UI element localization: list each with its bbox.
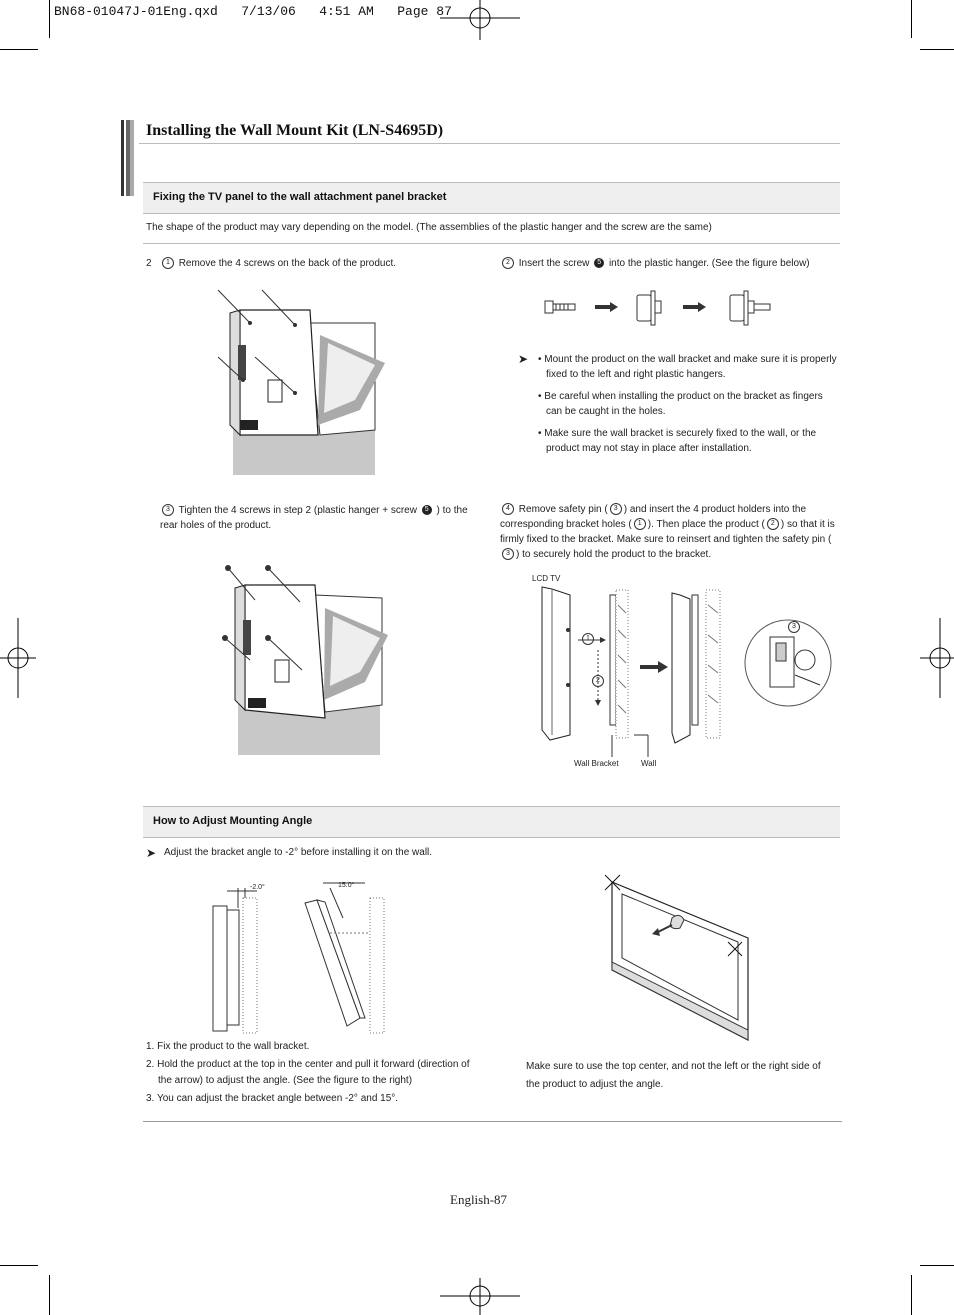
label-wall: Wall (641, 759, 657, 768)
note-item: • Be careful when installing the product on the bracket as fingers can be caught in the holes. (538, 391, 823, 417)
bracket-mounting-figure (530, 585, 840, 760)
marker-3: 3 (162, 504, 174, 516)
page-number: English-87 (450, 1192, 508, 1207)
crop-mark (0, 49, 38, 50)
angle-steps (146, 1039, 486, 1109)
marker-1: 1 (162, 257, 174, 269)
section-heading: How to Adjust Mounting Angle (143, 806, 840, 838)
marker-4: 4 (502, 503, 514, 515)
angle-step: 2. Hold the product at the top in the center and pull it forward (direction of the arrow) to adjust the angle. (See the figure to the right) (146, 1059, 470, 1086)
screw-assembly-figure (540, 285, 780, 335)
step-number: 2 (146, 258, 152, 269)
registration-mark-icon (0, 618, 36, 698)
divider (143, 243, 840, 244)
crop-mark (911, 1275, 912, 1315)
step2-instruction: Remove the 4 screws on the back of the product. (178, 258, 397, 269)
title-bar (121, 120, 134, 196)
marker-2: 2 (502, 257, 514, 269)
figure-marker-2: 2 (592, 675, 604, 687)
intro-text: The shape of the product may vary depending on the model. (The assemblies of the plastic hanger and the screw are the same) (146, 222, 712, 233)
insert-screw-text: Insert the screw (518, 258, 590, 269)
figure-marker-1: 1 (582, 633, 594, 645)
angle-step: 1. Fix the product to the wall bracket. (146, 1041, 310, 1052)
step4-text-1: Remove safety pin ( (518, 504, 608, 515)
tv-back-screws-figure (210, 285, 390, 475)
title-rule (139, 143, 840, 144)
label-lcd-tv: LCD TV (532, 574, 561, 583)
tv-tilt-figure (600, 870, 760, 1045)
angle-max-label: 15.0° (338, 882, 355, 889)
screw-marker: 5 (594, 258, 604, 268)
tilt-note: Make sure to use the top center, and not the left or the right side of the product to adjust the angle. (526, 1061, 821, 1090)
insert-screw-text-2: into the plastic hanger. (See the figure below) (608, 258, 810, 269)
bottom-rule (143, 1121, 842, 1122)
angle-adjust-figure (205, 878, 395, 1038)
note-arrow-icon: ➤ (518, 352, 529, 366)
step3-text-b: ) to the rear holes of the product. (160, 505, 468, 531)
tv-back-hangers-figure (220, 560, 400, 755)
marker-2: 2 (767, 518, 779, 530)
marker-3: 3 (502, 548, 514, 560)
note-item: • Mount the product on the wall bracket and make sure it is properly fixed to the left and right plastic hangers. (538, 354, 837, 380)
registration-mark-icon (440, 1278, 520, 1315)
print-slug: BN68-01047J-01Eng.qxd 7/13/06 4:51 AM Page 87 (54, 4, 452, 19)
step4-text-4: ) so that it is firmly fixed to the bracket. Make sure to reinsert and tighten the safety pin ( (500, 519, 835, 545)
angle-note: Adjust the bracket angle to -2° before installing it on the wall. (164, 847, 433, 858)
step4-text-5: ) to securely hold the product to the bracket. (516, 549, 712, 560)
crop-mark (911, 0, 912, 38)
notes-list (536, 352, 840, 463)
crop-mark (920, 49, 954, 50)
note-item: • Make sure the wall bracket is securely fixed to the wall, or the product may not stay in place after installation. (538, 428, 817, 454)
label-wall-bracket: Wall Bracket (574, 759, 619, 768)
step4-text (500, 502, 840, 562)
step4-text-3: ). Then place the product ( (647, 519, 765, 530)
registration-mark-icon (440, 0, 520, 40)
marker-3: 3 (610, 503, 622, 515)
page-title: Installing the Wall Mount Kit (LN-S4695D) (146, 122, 444, 139)
angle-step: 3. You can adjust the bracket angle between -2° and 15°. (146, 1093, 399, 1104)
crop-mark (0, 1265, 38, 1266)
crop-mark (49, 1275, 50, 1315)
step3-text-a: Tighten the 4 screws in step 2 (plastic hanger + screw (178, 505, 417, 516)
crop-mark (920, 1265, 954, 1266)
registration-mark-icon (920, 618, 954, 698)
figure-marker-3: 3 (788, 621, 800, 633)
section-heading: Fixing the TV panel to the wall attachment panel bracket (143, 182, 840, 214)
screw-marker: 5 (422, 505, 432, 515)
step3-text (160, 503, 480, 533)
step2-text (146, 256, 476, 271)
step4-text-2: ) and insert the 4 product holders into the corresponding bracket holes ( (500, 504, 807, 530)
step2-screw-text (500, 256, 845, 271)
crop-mark (49, 0, 50, 38)
angle-min-label: -2.0° (250, 884, 265, 891)
marker-1: 1 (634, 518, 646, 530)
note-arrow-icon: ➤ (146, 846, 157, 860)
